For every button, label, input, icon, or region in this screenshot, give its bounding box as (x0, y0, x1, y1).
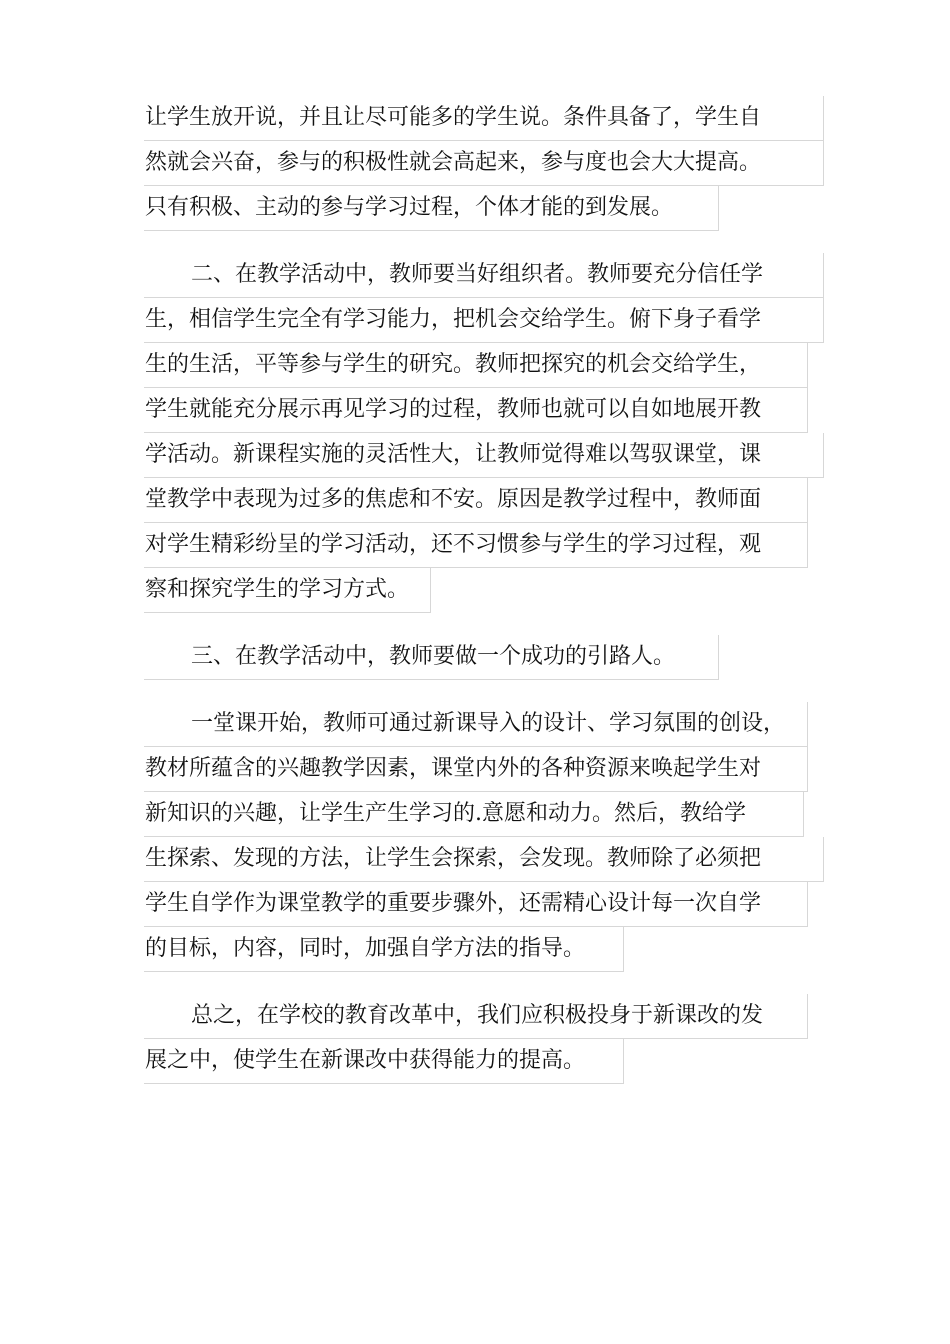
text-line: 新知识的兴趣，让学生产生学习的.意愿和动力。然后，教给学 (144, 792, 804, 837)
text-line: 学生就能充分展示再见学习的过程，教师也就可以自如地展开教 (144, 388, 808, 433)
text-line: 对学生精彩纷呈的学习活动，还不习惯参与学生的学习过程，观 (144, 523, 808, 568)
paragraph-2 (144, 253, 824, 613)
document-body (144, 96, 824, 1106)
paragraph-5 (144, 994, 824, 1084)
text-line: 三、在教学活动中，教师要做一个成功的引路人。 (144, 635, 719, 680)
text-line: 的目标，内容，同时，加强自学方法的指导。 (144, 927, 624, 972)
text-line: 总之，在学校的教育改革中，我们应积极投身于新课改的发 (144, 994, 808, 1039)
text-line: 生的生活，平等参与学生的研究。教师把探究的机会交给学生， (144, 343, 808, 388)
text-line: 生探索、发现的方法，让学生会探索，会发现。教师除了必须把 (144, 837, 824, 882)
text-line: 教材所蕴含的兴趣教学因素，课堂内外的各种资源来唤起学生对 (144, 747, 808, 792)
text-line: 堂教学中表现为过多的焦虑和不安。原因是教学过程中，教师面 (144, 478, 808, 523)
text-line: 一堂课开始，教师可通过新课导入的设计、学习氛围的创设， (144, 702, 808, 747)
paragraph-3 (144, 635, 824, 680)
text-line: 让学生放开说，并且让尽可能多的学生说。条件具备了，学生自 (144, 96, 824, 141)
text-line: 然就会兴奋，参与的积极性就会高起来，参与度也会大大提高。 (144, 141, 824, 186)
text-line: 生，相信学生完全有学习能力，把机会交给学生。俯下身子看学 (144, 298, 824, 343)
text-line: 展之中，使学生在新课改中获得能力的提高。 (144, 1039, 624, 1084)
text-line: 只有积极、主动的参与学习过程，个体才能的到发展。 (144, 186, 719, 231)
paragraph-4 (144, 702, 824, 972)
text-line: 察和探究学生的学习方式。 (144, 568, 431, 613)
text-line: 学活动。新课程实施的灵活性大，让教师觉得难以驾驭课堂，课 (144, 433, 824, 478)
text-line: 学生自学作为课堂教学的重要步骤外，还需精心设计每一次自学 (144, 882, 808, 927)
paragraph-1 (144, 96, 824, 231)
text-line: 二、在教学活动中，教师要当好组织者。教师要充分信任学 (144, 253, 824, 298)
